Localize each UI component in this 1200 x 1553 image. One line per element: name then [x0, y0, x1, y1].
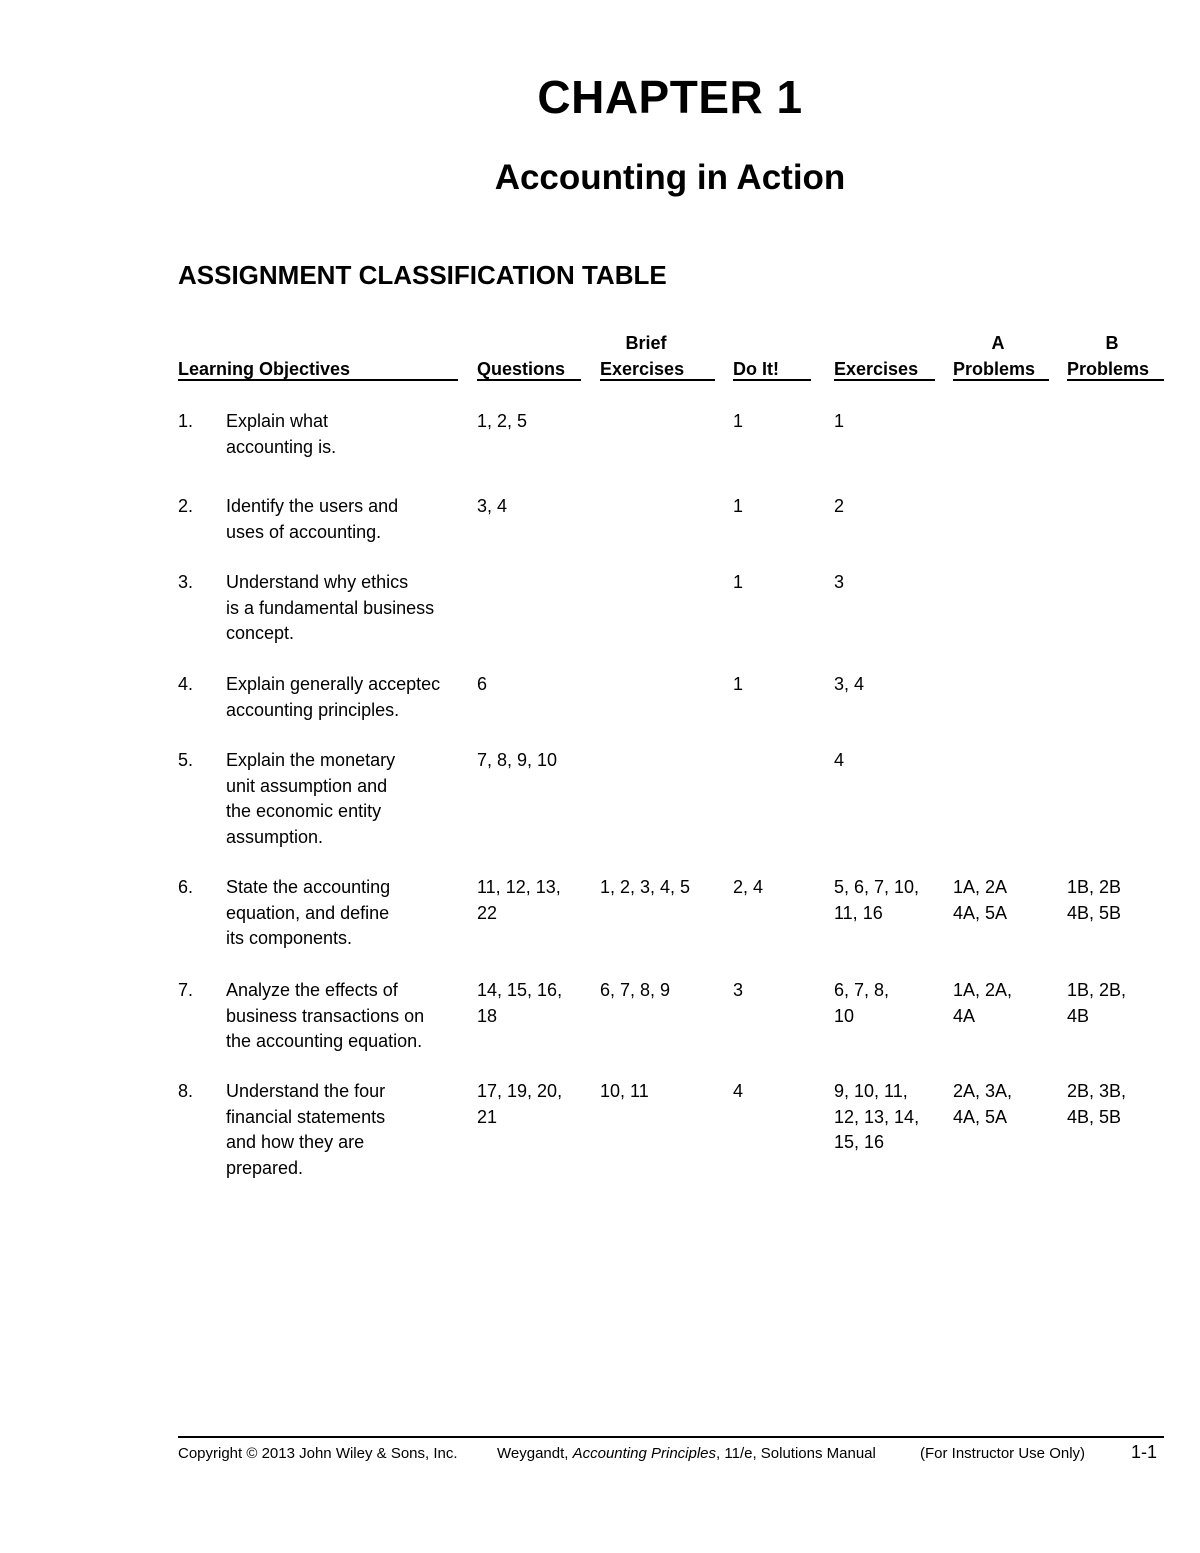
a-problems-cell: 4A, 5A [953, 902, 1008, 923]
objective-text: Analyze the effects of [226, 980, 398, 1000]
do-it-cell: 4 [733, 1081, 744, 1101]
footer-book-title: Accounting Principles [572, 1445, 717, 1462]
chapter-title: CHAPTER 1 [537, 71, 803, 123]
objective-text: is a fundamental business [226, 597, 435, 618]
objective-text: the economic entity [226, 801, 382, 821]
row-number: 5. [178, 750, 194, 770]
brief-exercises-cell: 1, 2, 3, 4, 5 [600, 877, 691, 897]
objective-text: accounting is. [226, 436, 337, 457]
exercises-cell: 2 [834, 496, 845, 516]
objective-text: assumption. [226, 826, 324, 847]
objective-text: State the accounting [226, 877, 391, 897]
a-problems-cell: 2A, 3A, [953, 1081, 1013, 1101]
row-number: 7. [178, 980, 194, 1000]
questions-cell: 22 [477, 902, 498, 923]
row-number: 1. [178, 411, 194, 431]
footer-copyright: Copyright © 2013 John Wiley & Sons, Inc. [178, 1445, 458, 1462]
objective-text: Understand why ethics [226, 572, 409, 592]
header-underline-questions [477, 379, 581, 381]
header-exercises: Exercises [834, 359, 919, 379]
header-underline-do-it [733, 379, 811, 381]
b-problems-cell: 2B, 3B, [1067, 1081, 1127, 1101]
header-underline-exercises [834, 379, 935, 381]
exercises-cell: 12, 13, 14, [834, 1106, 920, 1127]
exercises-cell: 3 [834, 572, 845, 592]
exercises-cell: 10 [834, 1005, 855, 1026]
footer-book-credit [497, 1445, 876, 1462]
exercises-cell: 11, 16 [834, 902, 883, 923]
objective-text: prepared. [226, 1157, 304, 1178]
objective-text: uses of accounting. [226, 521, 382, 542]
questions-cell: 14, 15, 16, [477, 980, 563, 1000]
exercises-cell: 4 [834, 750, 845, 770]
row-number: 3. [178, 572, 194, 592]
objective-text: equation, and define [226, 902, 390, 923]
header-underline-learning-objectives [178, 379, 458, 381]
questions-cell: 1, 2, 5 [477, 411, 528, 431]
row-number: 4. [178, 674, 194, 694]
objective-text: Explain generally acceptec [226, 674, 441, 694]
exercises-cell: 6, 7, 8, [834, 980, 890, 1000]
a-problems-cell: 4A, 5A [953, 1106, 1008, 1127]
brief-exercises-cell: 6, 7, 8, 9 [600, 980, 671, 1000]
questions-cell: 6 [477, 674, 488, 694]
objective-text: financial statements [226, 1106, 386, 1127]
b-problems-cell: 4B [1067, 1005, 1090, 1026]
footer-edition: , 11/e, Solutions Manual [716, 1445, 876, 1462]
exercises-cell: 5, 6, 7, 10, [834, 877, 920, 897]
b-problems-cell: 4B, 5B [1067, 902, 1122, 923]
header-questions: Questions [477, 359, 566, 379]
questions-cell: 18 [477, 1005, 498, 1026]
header-b-problems-top: B [1105, 333, 1119, 353]
header-do-it: Do It! [733, 359, 779, 379]
header-underline-brief-exercises [600, 379, 715, 381]
questions-cell: 17, 19, 20, [477, 1081, 563, 1101]
do-it-cell: 1 [733, 411, 744, 431]
questions-cell: 21 [477, 1106, 498, 1127]
objective-text: Understand the four [226, 1081, 386, 1101]
exercises-cell: 15, 16 [834, 1132, 885, 1152]
row-number: 2. [178, 496, 194, 516]
header-brief-exercises-bottom: Exercises [600, 359, 685, 379]
b-problems-cell: 4B, 5B [1067, 1106, 1122, 1127]
exercises-cell: 9, 10, 11, [834, 1081, 908, 1101]
header-b-problems-bottom: Problems [1067, 359, 1150, 379]
footer-rule [178, 1436, 1164, 1438]
footer-instructor-note: (For Instructor Use Only) [920, 1445, 1086, 1462]
a-problems-cell: 1A, 2A [953, 877, 1008, 897]
questions-cell: 3, 4 [477, 496, 508, 516]
footer-page-number: 1-1 [1131, 1442, 1158, 1462]
header-learning-objectives: Learning Objectives [178, 359, 351, 379]
row-number: 6. [178, 877, 194, 897]
footer-author: Weygandt, [497, 1445, 569, 1462]
objective-text: accounting principles. [226, 699, 400, 720]
questions-cell: 7, 8, 9, 10 [477, 750, 558, 770]
header-a-problems-bottom: Problems [953, 359, 1036, 379]
objective-text: concept. [226, 623, 295, 643]
do-it-cell: 2, 4 [733, 877, 764, 897]
row-number: 8. [178, 1081, 194, 1101]
do-it-cell: 1 [733, 572, 744, 592]
objective-text: Explain what [226, 411, 329, 431]
do-it-cell: 1 [733, 674, 744, 694]
questions-cell: 11, 12, 13, [477, 877, 561, 897]
b-problems-cell: 1B, 2B [1067, 877, 1122, 897]
exercises-cell: 3, 4 [834, 674, 865, 694]
section-heading: ASSIGNMENT CLASSIFICATION TABLE [178, 260, 667, 290]
a-problems-cell: 4A [953, 1005, 976, 1026]
header-a-problems-top: A [991, 333, 1005, 353]
chapter-subtitle: Accounting in Action [494, 158, 846, 197]
brief-exercises-cell: 10, 11 [600, 1081, 649, 1101]
objective-text: unit assumption and [226, 775, 388, 796]
objective-text: the accounting equation. [226, 1031, 423, 1051]
do-it-cell: 3 [733, 980, 744, 1000]
header-underline-a-problems [953, 379, 1049, 381]
objective-text: Explain the monetary [226, 750, 396, 770]
header-brief-exercises-top: Brief [625, 333, 667, 353]
b-problems-cell: 1B, 2B, [1067, 980, 1127, 1000]
objective-text: Identify the users and [226, 496, 399, 516]
exercises-cell: 1 [834, 411, 845, 431]
objective-text: business transactions on [226, 1005, 425, 1026]
objective-text: and how they are [226, 1132, 365, 1152]
do-it-cell: 1 [733, 496, 744, 516]
objective-text: its components. [226, 928, 353, 948]
header-underline-b-problems [1067, 379, 1164, 381]
a-problems-cell: 1A, 2A, [953, 980, 1013, 1000]
